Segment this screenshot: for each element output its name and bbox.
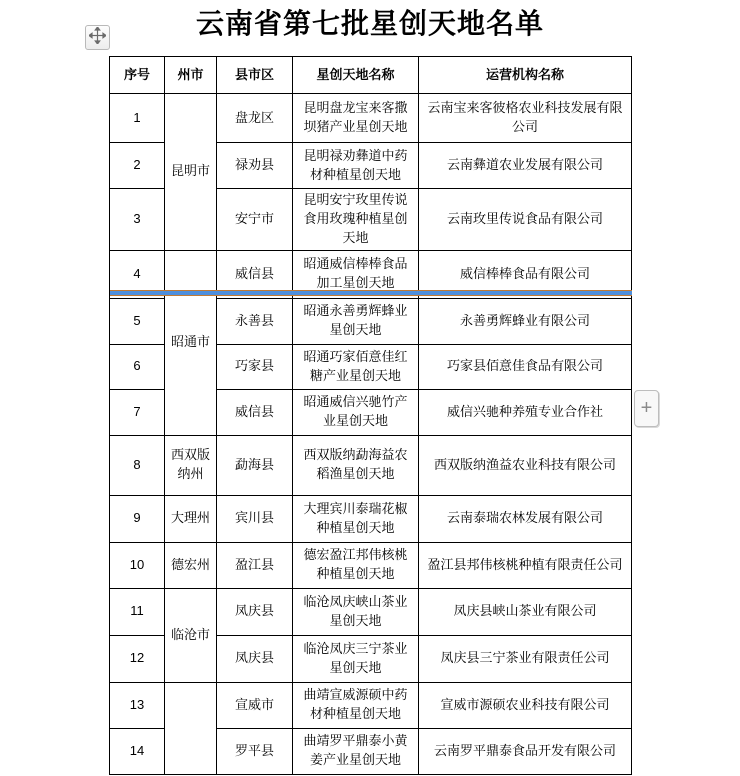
cell-county: 巧家县 — [217, 344, 293, 389]
table-row — [110, 94, 632, 143]
table-row — [110, 435, 632, 495]
cell-county: 凤庆县 — [217, 588, 293, 635]
cell-site-name: 临沧凤庆峡山茶业星创天地 — [293, 588, 419, 635]
table-row — [110, 495, 632, 542]
cell-serial-number: 2 — [110, 143, 165, 189]
cell-prefecture — [165, 682, 217, 774]
cell-prefecture: 大理州 — [165, 495, 217, 542]
header-county: 县市区 — [217, 57, 293, 94]
header-serial-number: 序号 — [110, 57, 165, 94]
cell-serial-number: 6 — [110, 344, 165, 389]
cell-county: 威信县 — [217, 389, 293, 435]
cell-site-name: 昆明盘龙宝来客撒坝猪产业星创天地 — [293, 94, 419, 143]
cell-serial-number: 1 — [110, 94, 165, 143]
header-site-name: 星创天地名称 — [293, 57, 419, 94]
cell-prefecture: 临沧市 — [165, 588, 217, 682]
header-operator-name: 运营机构名称 — [419, 57, 632, 94]
cell-operator: 凤庆县峡山茶业有限公司 — [419, 588, 632, 635]
cell-site-name: 昆明安宁玫里传说食用玫瑰种植星创天地 — [293, 189, 419, 251]
cell-operator: 巧家县佰意佳食品有限公司 — [419, 344, 632, 389]
cell-site-name: 昆明禄劝彝道中药材种植星创天地 — [293, 143, 419, 189]
cell-serial-number: 13 — [110, 682, 165, 728]
cell-operator: 凤庆县三宁茶业有限责任公司 — [419, 635, 632, 682]
cell-serial-number: 5 — [110, 298, 165, 344]
cell-county: 宣威市 — [217, 682, 293, 728]
cell-prefecture: 昆明市 — [165, 94, 217, 251]
star-creation-table — [109, 56, 632, 775]
cell-site-name: 大理宾川泰瑞花椒种植星创天地 — [293, 495, 419, 542]
cell-county: 禄劝县 — [217, 143, 293, 189]
cell-prefecture: 西双版纳州 — [165, 435, 217, 495]
cell-site-name: 昭通威信棒棒食品加工星创天地 — [293, 250, 419, 298]
table-row — [110, 588, 632, 635]
cell-site-name: 昭通威信兴驰竹产业星创天地 — [293, 389, 419, 435]
add-button[interactable]: + — [634, 390, 659, 427]
cell-serial-number: 8 — [110, 435, 165, 495]
cell-operator: 云南泰瑞农林发展有限公司 — [419, 495, 632, 542]
cell-serial-number: 11 — [110, 588, 165, 635]
cell-county: 威信县 — [217, 250, 293, 298]
cell-serial-number: 7 — [110, 389, 165, 435]
cell-county: 宾川县 — [217, 495, 293, 542]
cell-county: 勐海县 — [217, 435, 293, 495]
cell-county: 凤庆县 — [217, 635, 293, 682]
cell-operator: 威信兴驰种养殖专业合作社 — [419, 389, 632, 435]
cell-serial-number: 12 — [110, 635, 165, 682]
cell-site-name: 昭通巧家佰意佳红糖产业星创天地 — [293, 344, 419, 389]
cell-serial-number: 9 — [110, 495, 165, 542]
cell-county: 罗平县 — [217, 728, 293, 774]
cell-serial-number: 3 — [110, 189, 165, 251]
table-header-row — [110, 57, 632, 94]
move-arrows-icon — [89, 27, 106, 49]
cell-operator: 云南宝来客彼格农业科技发展有限公司 — [419, 94, 632, 143]
cell-operator: 盈江县邦伟核桃种植有限责任公司 — [419, 542, 632, 588]
cell-site-name: 德宏盈江邦伟核桃种植星创天地 — [293, 542, 419, 588]
cell-operator: 永善勇辉蜂业有限公司 — [419, 298, 632, 344]
cell-site-name: 西双版纳勐海益农稻渔星创天地 — [293, 435, 419, 495]
cell-county: 安宁市 — [217, 189, 293, 251]
cell-site-name: 临沧凤庆三宁茶业星创天地 — [293, 635, 419, 682]
cell-serial-number: 10 — [110, 542, 165, 588]
cell-site-name: 曲靖罗平鼎泰小黄姜产业星创天地 — [293, 728, 419, 774]
cell-operator: 宣威市源硕农业科技有限公司 — [419, 682, 632, 728]
cell-operator: 西双版纳渔益农业科技有限公司 — [419, 435, 632, 495]
cell-operator: 威信棒棒食品有限公司 — [419, 250, 632, 298]
cell-site-name: 曲靖宣威源硕中药材种植星创天地 — [293, 682, 419, 728]
cell-serial-number: 4 — [110, 250, 165, 298]
cell-operator: 云南玫里传说食品有限公司 — [419, 189, 632, 251]
cell-serial-number: 14 — [110, 728, 165, 774]
header-prefecture: 州市 — [165, 57, 217, 94]
cell-county: 永善县 — [217, 298, 293, 344]
frozen-pane-split-divider[interactable] — [110, 290, 632, 296]
table-row — [110, 542, 632, 588]
cell-county: 盈江县 — [217, 542, 293, 588]
cell-operator: 云南罗平鼎泰食品开发有限公司 — [419, 728, 632, 774]
table-row — [110, 682, 632, 728]
page-title: 云南省第七批星创天地名单 — [195, 8, 544, 39]
cell-site-name: 昭通永善勇辉蜂业星创天地 — [293, 298, 419, 344]
move-handle-button[interactable] — [85, 25, 110, 50]
cell-operator: 云南彝道农业发展有限公司 — [419, 143, 632, 189]
cell-prefecture: 德宏州 — [165, 542, 217, 588]
cell-prefecture: 昭通市 — [165, 250, 217, 435]
cell-county: 盘龙区 — [217, 94, 293, 143]
